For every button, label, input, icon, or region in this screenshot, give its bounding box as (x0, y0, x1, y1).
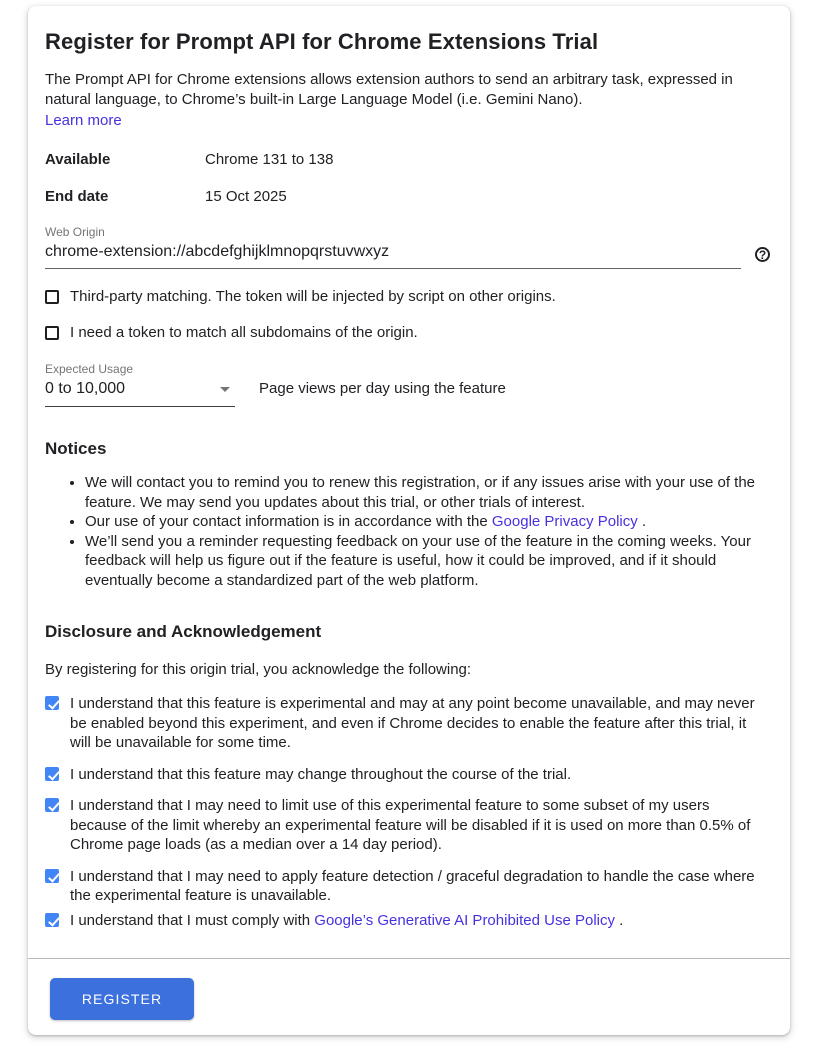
register-button[interactable]: REGISTER (50, 978, 194, 1020)
ack-policy-row[interactable] (45, 911, 770, 931)
expected-usage-description: Page views per day using the feature (259, 380, 506, 397)
ack-feature-detection-row[interactable] (45, 867, 770, 906)
ack-experimental-label: I understand that this feature is experimental and may at any point become unavailable, and may never be enabled beyond this experiment, and even if Chrome decides to enable the feature after this trial, it will be unavailable for some time. (70, 695, 755, 751)
ack-may-change-checkbox[interactable] (45, 767, 59, 781)
learn-more-link[interactable]: Learn more (45, 112, 122, 129)
ack-feature-detection-checkbox[interactable] (45, 869, 59, 883)
intro-text: The Prompt API for Chrome extensions allows extension authors to send an arbitrary task, expressed in natural language, to Chrome’s built-in Large Language Model (i.e. Gemini Nano). (45, 71, 733, 108)
ack-usage-limit-checkbox[interactable] (45, 798, 59, 812)
third-party-matching-option[interactable] (45, 288, 770, 305)
end-date-label: End date (45, 188, 109, 205)
generative-ai-policy-link[interactable]: Google’s Generative AI Prohibited Use Policy (314, 911, 615, 929)
ack-policy-checkbox[interactable] (45, 913, 59, 927)
trial-details (45, 151, 770, 205)
third-party-matching-checkbox[interactable] (45, 290, 59, 304)
page-title: Register for Prompt API for Chrome Extensions Trial (45, 29, 599, 54)
chevron-down-icon[interactable] (220, 387, 230, 392)
notices-list (45, 473, 770, 590)
ack-may-change-row[interactable] (45, 765, 770, 785)
card-footer (28, 958, 790, 1035)
google-privacy-policy-link[interactable]: Google Privacy Policy (491, 513, 638, 530)
web-origin-field (45, 225, 770, 269)
web-origin-label: Web Origin (45, 225, 105, 239)
available-row (45, 151, 770, 168)
notice-item: • Our use of your contact information is in accordance with the Google Privacy Policy . (85, 512, 770, 532)
registration-card (28, 6, 790, 1035)
available-label: Available (45, 151, 111, 168)
ack-feature-detection-label: I understand that I may need to apply feature detection / graceful degradation to handle the case where the experimental feature is unavailable. (70, 867, 755, 904)
available-value: Chrome 131 to 138 (205, 151, 334, 168)
ack-experimental-checkbox[interactable] (45, 696, 59, 710)
acknowledgement-list (45, 694, 770, 930)
expected-usage-select[interactable] (45, 377, 235, 407)
ack-may-change-label: I understand that this feature may change throughout the course of the trial. (70, 765, 572, 783)
help-icon[interactable]: ? (755, 247, 770, 262)
ack-policy-label: I understand that I must comply with Google’s Generative AI Prohibited Use Policy . (70, 911, 624, 929)
disclosure-heading: Disclosure and Acknowledgement (45, 622, 322, 641)
notice-item: • We’ll send you a reminder requesting feedback on your use of the feature in the coming weeks. Your feedback will help us figure out if the feature is useful, how it could be improved, and if it should eventually become a standardized part of the web platform. (85, 532, 770, 591)
third-party-matching-label: Third-party matching. The token will be injected by script on other origins. (70, 288, 556, 305)
notice-item: • We will contact you to remind you to renew this registration, or if any issues arise with your use of the feature. We may send you updates about this trial, or other trials of interest. (85, 473, 770, 512)
web-origin-input[interactable] (45, 240, 741, 269)
card-main (28, 6, 790, 958)
disclosure-intro: By registering for this origin trial, you acknowledge the following: (45, 661, 472, 678)
match-subdomains-option[interactable] (45, 324, 770, 341)
ack-experimental-row[interactable] (45, 694, 770, 753)
match-subdomains-label: I need a token to match all subdomains of the origin. (70, 324, 418, 341)
end-date-row (45, 188, 770, 205)
expected-usage-value: 0 to 10,000 (45, 380, 126, 397)
end-date-value: 15 Oct 2025 (205, 188, 287, 205)
expected-usage-label: Expected Usage (45, 362, 134, 376)
match-subdomains-checkbox[interactable] (45, 326, 59, 340)
expected-usage-field (45, 362, 770, 407)
ack-usage-limit-label: I understand that I may need to limit use of this experimental feature to some subset of my users because of the limit whereby an experimental feature will be disabled if it is used on more than 0.5% of Chrome page loads (as a median over a 14 day period). (70, 797, 751, 853)
ack-usage-limit-row[interactable] (45, 796, 770, 855)
notices-heading: Notices (45, 439, 107, 458)
